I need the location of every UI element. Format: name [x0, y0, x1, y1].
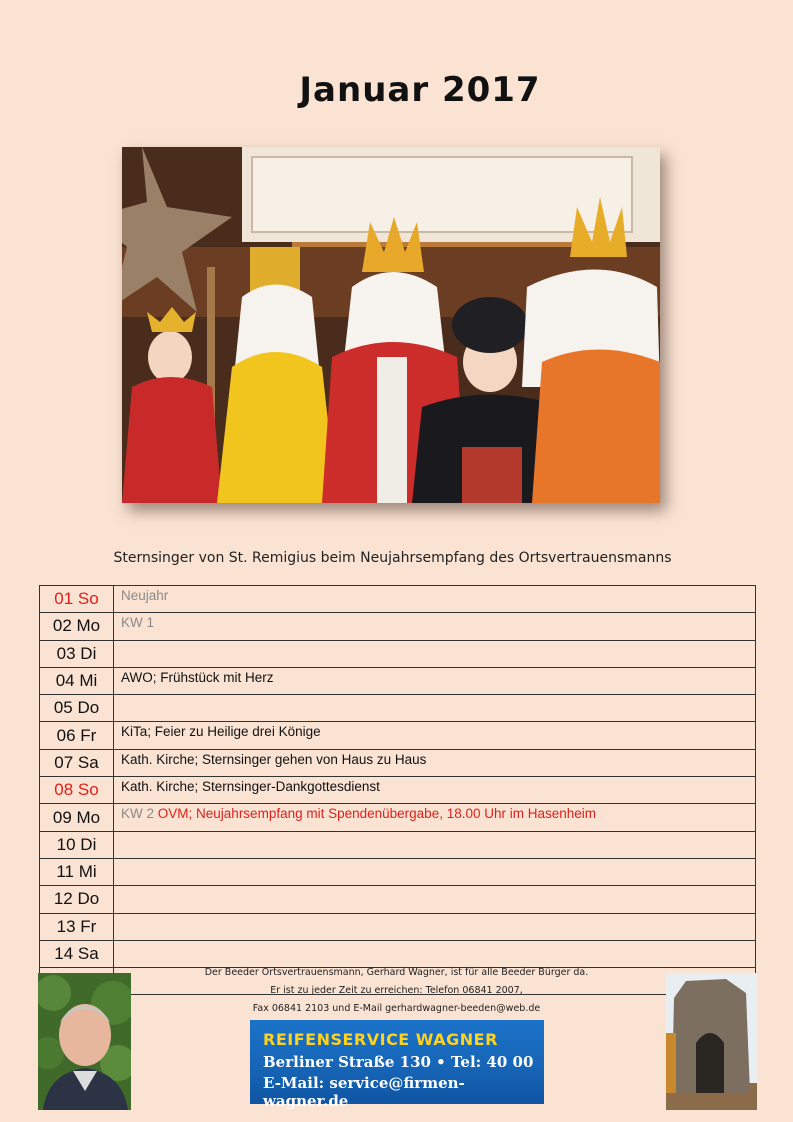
calendar-row — [40, 586, 756, 613]
calendar-event-cell — [114, 667, 756, 694]
calendar-event-cell — [114, 886, 756, 913]
calendar-day: 02 Mo — [40, 613, 114, 640]
calendar-event-cell — [114, 804, 756, 831]
calendar-row — [40, 886, 756, 913]
calendar-row — [40, 749, 756, 776]
footer-line-3: Fax 06841 2103 und E-Mail gerhardwagner-beeden@web.de — [252, 1003, 541, 1014]
calendar-event-cell — [114, 749, 756, 776]
calendar-table — [39, 585, 756, 995]
calendar-row — [40, 804, 756, 831]
calendar-event-cell — [114, 586, 756, 613]
calendar-event: OVM; Neujahrsempfang mit Spendenübergabe, 18.00 Uhr im Hasenheim — [157, 806, 597, 822]
calendar-day: 13 Fr — [40, 913, 114, 940]
calendar-event-cell — [114, 913, 756, 940]
calendar-day: 09 Mo — [40, 804, 114, 831]
calendar-note: KW 2 — [121, 806, 155, 822]
calendar-row — [40, 777, 756, 804]
sternsinger-photo — [122, 147, 660, 503]
calendar-event-cell — [114, 640, 756, 667]
reifenservice-ad — [250, 1020, 544, 1110]
calendar-row — [40, 695, 756, 722]
ad-address: Berliner Straße 130 • Tel: 40 00 — [263, 1053, 534, 1071]
calendar-event: Kath. Kirche; Sternsinger-Dankgottesdienst — [121, 779, 380, 795]
calendar-row — [40, 831, 756, 858]
calendar-event-cell — [114, 777, 756, 804]
ad-title: REIFENSERVICE WAGNER — [263, 1030, 498, 1049]
calendar-day: 08 So — [40, 777, 114, 804]
calendar-day: 14 Sa — [40, 940, 114, 967]
calendar-row — [40, 940, 756, 967]
calendar-day: 03 Di — [40, 640, 114, 667]
footer-line-1: Der Beeder Ortsvertrauensmann, Gerhard Wagner, ist für alle Beeder Bürger da. — [204, 967, 589, 978]
calendar-day: 07 Sa — [40, 749, 114, 776]
calendar-day: 05 Do — [40, 695, 114, 722]
footer-line-2: Er ist zu jeder Zeit zu erreichen: Telefon 06841 2007, — [270, 985, 523, 996]
calendar-event-cell — [114, 831, 756, 858]
calendar-day: 01 So — [40, 586, 114, 613]
calendar-row — [40, 722, 756, 749]
calendar-note: KW 1 — [121, 615, 155, 631]
calendar-event-cell — [114, 940, 756, 967]
calendar-row — [40, 667, 756, 694]
calendar-event: KiTa; Feier zu Heilige drei Könige — [121, 724, 321, 740]
calendar-event-cell — [114, 858, 756, 885]
calendar-event-cell — [114, 695, 756, 722]
calendar-day: 11 Mi — [40, 858, 114, 885]
calendar-event: Kath. Kirche; Sternsinger gehen von Haus zu Haus — [121, 751, 427, 767]
calendar-row — [40, 858, 756, 885]
calendar-row — [40, 613, 756, 640]
ad-email: E-Mail: service@firmen-wagner.de — [263, 1074, 465, 1110]
calendar-row — [40, 640, 756, 667]
photo-caption: Sternsinger von St. Remigius beim Neujahrsempfang des Ortsvertrauensmanns — [113, 550, 672, 566]
calendar-event-cell — [114, 613, 756, 640]
calendar-note: Neujahr — [121, 588, 169, 603]
calendar-day: 06 Fr — [40, 722, 114, 749]
calendar-event-cell — [114, 722, 756, 749]
calendar-row — [40, 913, 756, 940]
page-title: Januar 2017 — [299, 70, 541, 110]
calendar-day: 12 Do — [40, 886, 114, 913]
calendar-event: AWO; Frühstück mit Herz — [121, 669, 274, 685]
calendar-day: 10 Di — [40, 831, 114, 858]
calendar-day: 04 Mi — [40, 667, 114, 694]
